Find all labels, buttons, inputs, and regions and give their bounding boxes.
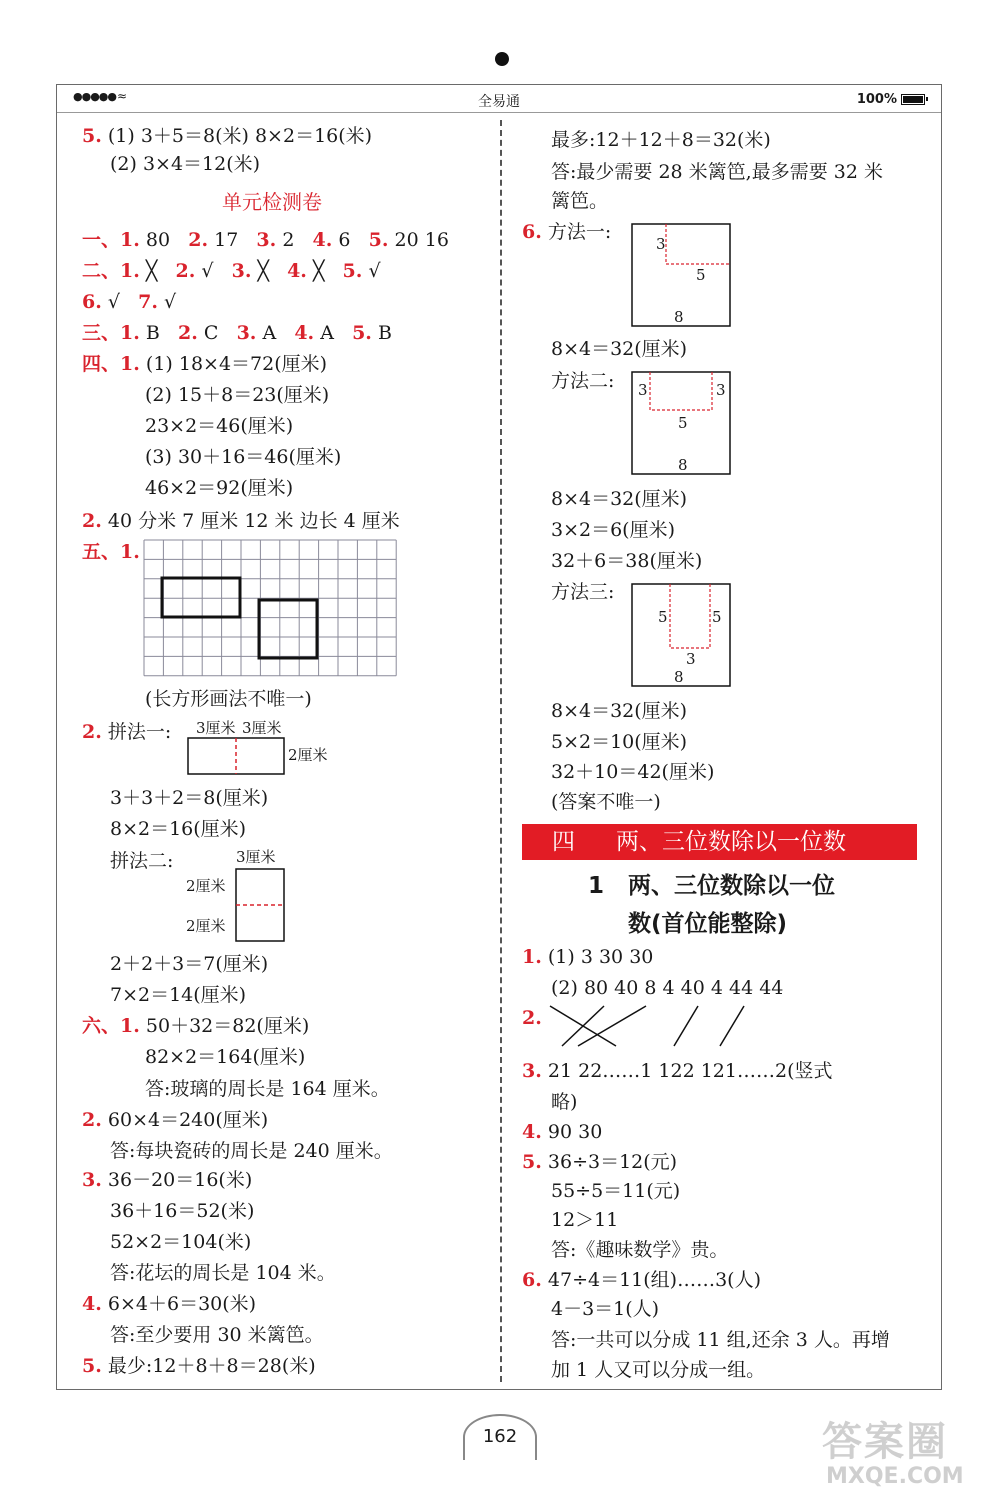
svg-text:5: 5 [696, 266, 706, 284]
answer-line: 3×2＝6(厘米) [551, 519, 676, 541]
battery-percent: 100% [856, 92, 897, 107]
column-divider [500, 120, 502, 1382]
answer-row-1: 一、1. 80 2. 17 3. 2 4. 6 5. 20 16 [82, 229, 449, 251]
svg-text:3: 3 [656, 235, 666, 253]
answer-line: 方法三: [551, 581, 615, 603]
answer-line: 3. 36－20＝16(米) [82, 1169, 253, 1191]
wifi-icon: ≈ [117, 89, 128, 103]
answer-line: 52×2＝104(米) [110, 1231, 252, 1253]
answer-line: 82×2＝164(厘米) [145, 1046, 306, 1068]
answer-line: (2) 80 40 8 4 40 4 44 44 [551, 977, 784, 999]
fig-label: 2厘米 [186, 877, 226, 895]
answer-line: 55÷5＝11(元) [551, 1180, 681, 1202]
answer-line: 7×2＝14(厘米) [110, 984, 247, 1006]
answer-line: (2) 3×4＝12(米) [110, 153, 261, 175]
answer-line: 篱笆。 [551, 190, 609, 212]
answer-line: 3. 21 22……1 122 121……2(竖式 [522, 1060, 833, 1082]
answer-line: 2. [522, 1007, 542, 1029]
chapter-title: 两、三位数除以一位数 [616, 829, 846, 855]
section-title: 单元检测卷 [222, 190, 322, 214]
watermark-logo [822, 1410, 992, 1495]
answer-line: 方法二: [551, 370, 615, 392]
lesson-title: 1 两、三位数除以一位 [588, 873, 836, 899]
answer-line: 4. 6×4＋6＝30(米) [82, 1293, 257, 1315]
answer-line: 32＋10＝42(厘米) [551, 761, 715, 783]
status-title: 全易通 [478, 94, 520, 110]
chapter-number: 四 [552, 829, 575, 855]
answer-line: 答:玻璃的周长是 164 厘米。 [145, 1078, 390, 1100]
answer-line: 32＋6＝38(厘米) [551, 550, 703, 572]
method3-diagram [630, 582, 734, 690]
svg-text:5: 5 [658, 608, 668, 626]
answer-row-5: 五、1. [82, 541, 140, 563]
page-number: 162 [482, 1426, 518, 1447]
answer-line: 2. 60×4＝240(厘米) [82, 1109, 269, 1131]
method2-figure [186, 845, 296, 945]
svg-text:3: 3 [638, 381, 648, 399]
answer-line: 答:每块瓷砖的周长是 240 厘米。 [110, 1140, 393, 1162]
answer-line: 4－3＝1(人) [551, 1298, 660, 1320]
watermark-text: 答案圈 [822, 1419, 948, 1465]
camera-dot [495, 52, 509, 66]
answer-line: 5. 36÷3＝12(元) [522, 1151, 678, 1173]
answer-line [82, 124, 372, 148]
answer-line: 拼法二: [110, 850, 174, 872]
watermark-url: MXQE.COM [826, 1464, 964, 1489]
answer-line: 8×2＝16(厘米) [110, 818, 247, 840]
answer-line: 答:最少需要 28 米篱笆,最多需要 32 米 [551, 161, 883, 183]
answer-line: 23×2＝46(厘米) [145, 415, 294, 437]
answer-line: 略) [551, 1091, 578, 1113]
svg-text:8: 8 [674, 668, 684, 686]
signal-icon: ●●●●● [73, 90, 116, 103]
matching-lines-figure [548, 1000, 758, 1052]
fig-label: 2厘米 [288, 746, 328, 764]
fig-label: 3厘米 [196, 719, 236, 737]
svg-text:8: 8 [678, 456, 688, 474]
answer-line: 46×2＝92(厘米) [145, 477, 294, 499]
answer-line: 答:《趣味数学》贵。 [551, 1239, 729, 1261]
answer-line: 答:至少要用 30 米篱笆。 [110, 1324, 324, 1346]
answer-line: 5×2＝10(厘米) [551, 731, 688, 753]
svg-text:3: 3 [716, 381, 726, 399]
answer-row-2b: 6. √ 7. √ [82, 291, 177, 313]
answer-line: 12＞11 [551, 1209, 619, 1231]
answer-line: 2. 40 分米 7 厘米 12 米 边长 4 厘米 [82, 510, 400, 532]
svg-text:8: 8 [674, 308, 684, 326]
answer-line: (3) 30＋16＝46(厘米) [145, 446, 342, 468]
answer-row-3: 三、1. B 2. C 3. A 4. A 5. B [82, 322, 392, 344]
lesson-title-2: 数(首位能整除) [628, 911, 788, 937]
answer-line: 2＋2＋3＝7(厘米) [110, 953, 269, 975]
answer-line: 4. 90 30 [522, 1121, 603, 1143]
answer-line: 36＋16＝52(米) [110, 1200, 255, 1222]
answer-row-4: 四、1. (1) 18×4＝72(厘米) [82, 353, 328, 375]
method2-diagram [630, 370, 734, 478]
status-divider [57, 112, 941, 113]
answer-line: 8×4＝32(厘米) [551, 700, 688, 722]
answer-line: 加 1 人又可以分成一组。 [551, 1359, 766, 1381]
fig-label: 2厘米 [186, 917, 226, 935]
answer-row-2: 二、1. ╳ 2. √ 3. ╳ 4. ╳ 5. √ [82, 260, 381, 282]
grid-note: (长方形画法不唯一) [145, 688, 312, 710]
battery-icon [901, 94, 925, 105]
chapter-banner [522, 824, 917, 860]
answer-line: 答:一共可以分成 11 组,还余 3 人。再增 [551, 1329, 890, 1351]
answer-line: 2. 拼法一: [82, 721, 172, 743]
method1-diagram [630, 222, 734, 330]
svg-text:5: 5 [678, 414, 688, 432]
answer-text: (1) 3＋5＝8(米) 8×2＝16(米) [107, 125, 373, 147]
status-bar [57, 88, 941, 112]
answer-line: 最多:12＋12＋8＝32(米) [551, 129, 771, 151]
fig-label: 3厘米 [242, 719, 282, 737]
grid-figure [144, 540, 394, 678]
answer-line: 5. 最少:12＋8＋8＝28(米) [82, 1355, 316, 1377]
answer-line: (答案不唯一) [551, 791, 661, 813]
answer-line: 6. 47÷4＝11(组)……3(人) [522, 1269, 761, 1291]
svg-text:3: 3 [686, 650, 696, 668]
fig-label: 3厘米 [236, 848, 276, 866]
answer-line: 答:花坛的周长是 104 米。 [110, 1262, 336, 1284]
answer-line: (2) 15＋8＝23(厘米) [145, 384, 330, 406]
page-number-badge [455, 1412, 545, 1456]
answer-line: 8×4＝32(厘米) [551, 488, 688, 510]
answer-line: 8×4＝32(厘米) [551, 338, 688, 360]
answer-line: 1. (1) 3 30 30 [522, 946, 654, 968]
method1-figure [186, 718, 336, 778]
answer-line: 6. 方法一: [522, 221, 612, 243]
answer-line: 3＋3＋2＝8(厘米) [110, 787, 269, 809]
svg-text:5: 5 [712, 608, 722, 626]
question-number: 5. [82, 125, 102, 147]
answer-row-6: 六、1. 50＋32＝82(厘米) [82, 1015, 310, 1037]
